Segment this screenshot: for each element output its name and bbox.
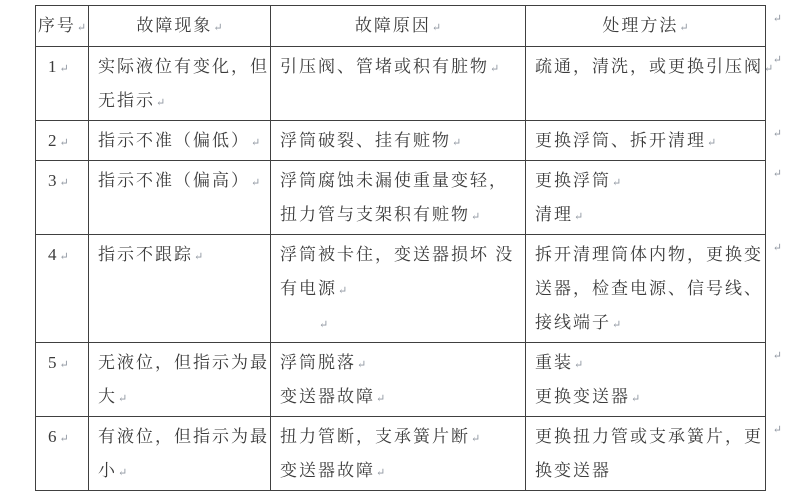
cell-index [36,47,89,121]
cell-line: 2↵ [48,131,69,150]
paragraph-mark-icon: ↵ [471,433,481,445]
row-end-mark-icon: ↵ [772,168,782,180]
row-end-mark-icon: ↵ [772,424,782,436]
cell-solution [526,417,782,491]
cell-line: 大↵ [98,387,128,406]
cell-line: 6↵ [48,427,69,446]
paragraph-mark-icon: ↵ [431,22,442,34]
cell-line: 实际液位有变化，但 [98,57,269,76]
cell-index [36,121,89,161]
cell-solution [526,47,782,121]
cell-cause [271,417,526,491]
cell-phenomenon [89,121,271,161]
row-end-mark-icon: ↵ [772,54,782,66]
cell-line: 无液位，但指示为最 [98,353,269,372]
cell-phenomenon [89,343,271,417]
cell-phenomenon [89,417,271,491]
cell-cause [271,343,526,417]
paragraph-mark-icon: ↵ [471,211,481,223]
cell-index [36,161,89,235]
paragraph-mark-icon: ↵ [59,137,69,149]
cell-line: 指示不跟踪↵ [98,245,204,264]
column-header-index [36,6,89,47]
cell-cause [271,161,526,235]
cell-line: 接线端子↵ [535,313,622,332]
cell-line: 变送器故障↵ [280,461,386,480]
cell-phenomenon [89,235,271,343]
table-row [36,121,766,161]
cell-solution [526,235,782,343]
cell-line: 故障原因↵ [354,16,442,35]
paragraph-mark-icon: ↵ [338,285,348,297]
cell-line: 1↵ [48,57,69,76]
cell-solution [526,161,782,235]
paragraph-mark-icon: ↵ [76,22,87,34]
column-header-cause [271,6,526,47]
column-header-solution [526,6,782,47]
table-body [36,47,782,491]
table-row [36,161,766,235]
paragraph-mark-icon: ↵ [251,137,261,149]
paragraph-mark-icon: ↵ [490,63,500,75]
cell-solution [526,121,782,161]
cell-line: 浮筒脱落↵ [280,353,367,372]
cell-line: 变送器故障↵ [280,387,386,406]
paragraph-mark-icon: ↵ [357,359,367,371]
cell-index [36,417,89,491]
paragraph-mark-icon: ↵ [376,467,386,479]
fault-table [35,5,782,491]
cell-line: 3↵ [48,171,69,190]
cell-line: 清理↵ [535,205,584,224]
cell-phenomenon [89,47,271,121]
cell-line: 更换浮筒、拆开清理↵ [535,131,717,150]
paragraph-mark-icon: ↵ [59,63,69,75]
cell-line: 浮筒腐蚀未漏使重量变轻， [280,171,508,190]
paragraph-mark-icon: ↵ [59,433,69,445]
paragraph-mark-icon: ↵ [452,137,462,149]
table-row [36,47,766,121]
cell-line: 更换变送器↵ [535,387,641,406]
cell-line: 5↵ [48,353,69,372]
cell-line: 4↵ [48,245,69,264]
cell-line: 扭力管断，支承簧片断↵ [280,427,481,446]
paragraph-mark-icon: ↵ [319,319,329,331]
header-row [36,6,766,47]
paragraph-mark-icon: ↵ [118,393,128,405]
paragraph-mark-icon: ↵ [574,211,584,223]
cell-solution [526,343,782,417]
cell-line [280,306,525,340]
row-end-mark-icon: ↵ [772,242,782,254]
cell-line: 小↵ [98,461,128,480]
cell-line: 序号↵ [37,16,87,35]
cell-line: 更换浮筒↵ [535,171,622,190]
paragraph-mark-icon: ↵ [376,393,386,405]
cell-line: 有液位，但指示为最 [98,427,269,446]
table-row [36,417,766,491]
paragraph-mark-icon: ↵ [59,251,69,263]
cell-line: 引压阀、管堵或积有脏物↵ [280,57,500,76]
paragraph-mark-icon: ↵ [707,137,717,149]
cell-phenomenon [89,161,271,235]
row-end-mark-icon: ↵ [772,13,782,25]
paragraph-mark-icon: ↵ [251,177,261,189]
paragraph-mark-icon: ↵ [631,393,641,405]
cell-index [36,235,89,343]
paragraph-mark-icon: ↵ [612,319,622,331]
column-header-phenomenon [89,6,271,47]
paragraph-mark-icon: ↵ [59,177,69,189]
paragraph-mark-icon: ↵ [213,22,223,34]
cell-line: 浮筒破裂、挂有赃物↵ [280,131,462,150]
table-row [36,343,766,417]
cell-line: 扭力管与支架积有赃物↵ [280,205,481,224]
cell-line: 更换扭力管或支承簧片，更 [535,427,763,446]
cell-index [36,343,89,417]
cell-line: 重装↵ [535,353,584,372]
cell-cause [271,235,526,343]
cell-line: 指示不准（偏高）↵ [98,171,261,190]
paragraph-mark-icon: ↵ [59,359,69,371]
cell-line: 故障现象↵ [136,16,223,35]
cell-line: 拆开清理筒体内物，更换变 [535,245,763,264]
paragraph-mark-icon: ↵ [156,97,166,109]
table-row [36,235,766,343]
paragraph-mark-icon: ↵ [764,63,774,75]
paragraph-mark-icon: ↵ [612,177,622,189]
paragraph-mark-icon: ↵ [574,359,584,371]
paragraph-mark-icon: ↵ [194,251,204,263]
cell-line: 浮筒被卡住，变送器损坏 没 [280,245,515,264]
row-end-mark-icon: ↵ [772,128,782,140]
cell-cause [271,47,526,121]
cell-line: 无指示↵ [98,91,166,110]
cell-line: 处理方法↵ [602,16,689,35]
paragraph-mark-icon: ↵ [118,467,128,479]
cell-line: 送器，检查电源、信号线、 [535,279,763,298]
row-end-mark-icon: ↵ [772,350,782,362]
cell-cause [271,121,526,161]
cell-line: 指示不准（偏低）↵ [98,131,261,150]
cell-line: 有电源↵ [280,279,348,298]
cell-line: 疏通，清洗，或更换引压阀↵ [535,57,774,76]
paragraph-mark-icon: ↵ [679,22,689,34]
cell-line: 换变送器 [535,461,611,480]
